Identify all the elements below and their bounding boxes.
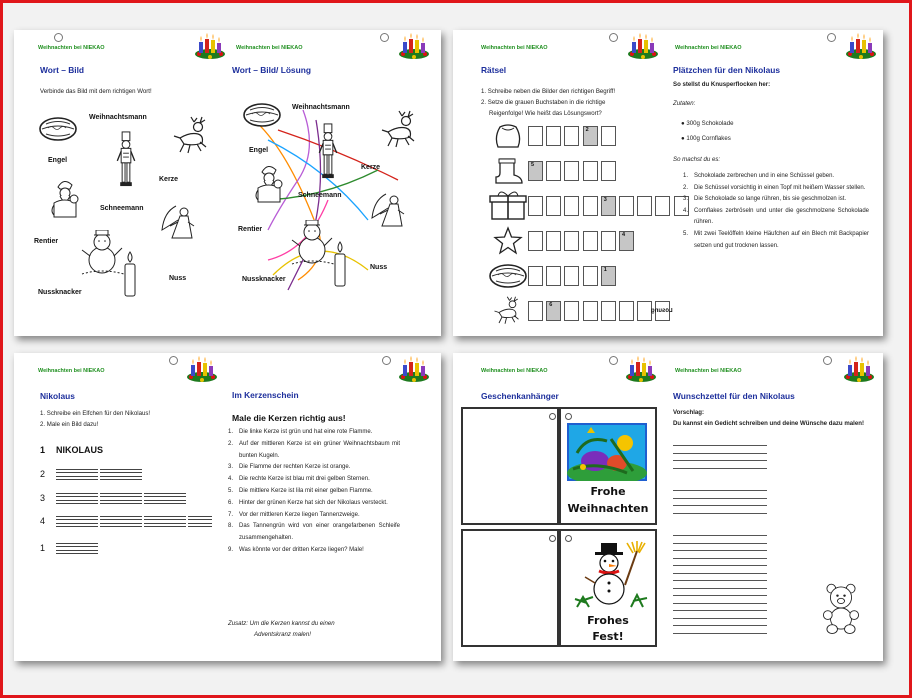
letter-box[interactable] bbox=[564, 161, 579, 181]
extra-task-line-1: Zusatz: Um die Kerzen kannst du einen bbox=[228, 620, 335, 627]
instruction-text: Die mittlere Kerze ist lila mit einer gelben Flamme. bbox=[239, 487, 373, 494]
step-text: Cornflakes zerbröseln und unter die geschmolzene Schokolade rühren. bbox=[694, 207, 869, 226]
word-nuss: Nuss bbox=[370, 264, 388, 271]
tag-hole bbox=[565, 535, 572, 542]
letter-box[interactable] bbox=[601, 301, 616, 321]
elfchen-first-word: NIKOLAUS bbox=[56, 445, 103, 455]
candle-icon bbox=[122, 250, 138, 300]
answer-line[interactable] bbox=[56, 516, 98, 530]
gift-tag-blank[interactable] bbox=[461, 529, 559, 647]
advent-wreath-icon bbox=[398, 355, 430, 383]
page-title: Plätzchen für den Nikolaus bbox=[673, 65, 781, 75]
instruction-text: Die linke Kerze ist grün und hat eine rote Flamme. bbox=[239, 429, 373, 435]
word-schneemann: Schneemann bbox=[100, 205, 144, 212]
advent-wreath-icon bbox=[194, 32, 226, 60]
answer-line[interactable] bbox=[144, 493, 186, 507]
christmas-scene-image bbox=[567, 423, 647, 481]
page-title: Im Kerzenschein bbox=[232, 390, 299, 400]
santa-icon bbox=[252, 162, 284, 206]
instruction-text: Die Flamme der rechten Kerze ist orange. bbox=[239, 464, 351, 471]
extra-task-line-2: Adventskranz malen! bbox=[254, 631, 311, 638]
letter-box[interactable] bbox=[528, 301, 543, 321]
header-text: Weihnachten bei NIEKAO bbox=[38, 45, 105, 51]
proposal-label: Vorschlag: bbox=[673, 409, 705, 416]
page-2-left bbox=[453, 30, 673, 336]
reindeer-icon bbox=[172, 116, 212, 156]
candle-instruction: 6. Hinter der grünen Kerze hat sich der Nikolaus versteckt. bbox=[228, 498, 400, 510]
gift-tag-frohes-fest[interactable] bbox=[559, 529, 657, 647]
gift-tag-blank[interactable] bbox=[461, 407, 559, 525]
word-rentier: Rentier bbox=[34, 238, 59, 245]
word-schneemann: Schneemann bbox=[298, 192, 342, 199]
punch-hole bbox=[382, 356, 391, 365]
ingredient-1-text: 300g Schokolade bbox=[686, 120, 734, 127]
advent-wreath-icon bbox=[843, 355, 875, 383]
letter-box[interactable] bbox=[546, 266, 561, 286]
page-1-right bbox=[228, 30, 441, 336]
page-4-left bbox=[453, 353, 667, 661]
ingredient-2-text: 100g Cornflakes bbox=[686, 135, 731, 142]
puzzle-row bbox=[488, 153, 692, 188]
teddy-bear-icon bbox=[819, 581, 863, 635]
page-3-right bbox=[228, 353, 441, 661]
word-nussknacker: Nussknacker bbox=[242, 276, 286, 283]
candle-instruction: 2. Auf der mittleren Kerze ist ein grüner Weihnachtsbaum mit bunten Kugeln. bbox=[228, 439, 400, 463]
candle-instruction: 8. Das Tannengrün wird von einer orangefarbenen Schleife zusammengehalten. bbox=[228, 521, 400, 545]
answer-line[interactable] bbox=[100, 469, 142, 483]
header-text: Weihnachten bei NIEKAO bbox=[675, 45, 742, 51]
letter-box-number: 2 bbox=[585, 126, 589, 133]
instruction-line-1: 1. Schreibe neben die Bilder den richtigen Begriff! bbox=[481, 88, 616, 95]
santa-icon bbox=[48, 177, 80, 221]
recipe-step: 3. Die Schokolade so lange rühren, bis sie geschmolzen ist. bbox=[683, 194, 869, 206]
word-nussknacker: Nussknacker bbox=[38, 289, 82, 296]
tag-text-line-1: Frohes bbox=[587, 614, 629, 627]
writing-line[interactable] bbox=[673, 565, 767, 574]
letter-box-number: 5 bbox=[531, 161, 535, 168]
header-text: Weihnachten bei NIEKAO bbox=[38, 368, 105, 374]
letter-box-number: 4 bbox=[621, 231, 625, 238]
letter-box[interactable] bbox=[637, 196, 652, 216]
puzzle-row bbox=[488, 223, 692, 258]
nut-icon bbox=[488, 261, 528, 291]
page-subtitle: Male die Kerzen richtig aus! bbox=[232, 413, 346, 423]
letter-box[interactable] bbox=[546, 196, 561, 216]
instruction-text: Hinter der grünen Kerze hat sich der Nikolaus versteckt. bbox=[239, 499, 388, 506]
tag-text-line-1: Frohe bbox=[590, 485, 626, 498]
instruction-text: Die rechte Kerze ist blau mit drei gelben Sternen. bbox=[239, 476, 370, 483]
instruction-text: Auf der mittleren Kerze ist ein grüner Weihnachtsbaum mit bunten Kugeln. bbox=[239, 440, 400, 459]
letter-box-highlighted[interactable] bbox=[546, 301, 561, 321]
mirror-solution-word: Lösung bbox=[651, 308, 673, 314]
writing-line[interactable] bbox=[673, 460, 767, 469]
tag-hole bbox=[549, 413, 556, 420]
punch-hole bbox=[823, 356, 832, 365]
header-text: Weihnachten bei NIEKAO bbox=[481, 368, 548, 374]
answer-line[interactable] bbox=[144, 516, 186, 530]
writing-line[interactable] bbox=[673, 625, 767, 634]
page-4-right bbox=[667, 353, 883, 661]
writing-line[interactable] bbox=[673, 610, 767, 619]
recipe-step: 5. Mit zwei Teelöffeln kleine Häufchen auf ein Blech mit Backpapier setzen und gut trocknen lassen. bbox=[683, 229, 869, 252]
instruction-line-2: 2. Male ein Bild dazu! bbox=[40, 421, 99, 428]
ingredient-2: ● 100g Cornflakes bbox=[681, 135, 731, 142]
word-kerze: Kerze bbox=[159, 176, 179, 183]
puzzle-row bbox=[488, 258, 692, 293]
puzzle-row bbox=[488, 188, 692, 223]
writing-line[interactable] bbox=[673, 535, 767, 544]
step-text: Mit zwei Teelöffeln kleine Häufchen auf ein Blech mit Backpapier setzen und gut trocknen lassen. bbox=[694, 230, 869, 249]
letter-box-highlighted[interactable] bbox=[583, 126, 598, 146]
letter-box[interactable] bbox=[583, 266, 598, 286]
letter-box[interactable] bbox=[619, 196, 634, 216]
letter-box[interactable] bbox=[564, 301, 579, 321]
page-title: Wort – Bild bbox=[40, 65, 85, 75]
elfchen-line-4-number: 4 bbox=[40, 516, 46, 526]
word-nuss: Nuss bbox=[169, 275, 187, 282]
letter-box[interactable] bbox=[546, 161, 561, 181]
letter-box-highlighted[interactable] bbox=[601, 266, 616, 286]
answer-line[interactable] bbox=[100, 493, 142, 507]
advent-wreath-icon bbox=[627, 32, 659, 60]
letter-box-number: 6 bbox=[549, 301, 553, 308]
punch-hole bbox=[380, 33, 389, 42]
step-text: Die Schokolade so lange rühren, bis sie geschmolzen ist. bbox=[694, 196, 847, 203]
letter-box-highlighted[interactable] bbox=[619, 231, 634, 251]
ingredients-label: Zutaten: bbox=[673, 100, 696, 107]
instruction-text: Das Tannengrün wird von einer orangefarbenen Schleife zusammengehalten. bbox=[239, 523, 400, 542]
letter-box[interactable] bbox=[583, 196, 598, 216]
worksheet-page-3 bbox=[14, 353, 441, 661]
letter-box[interactable] bbox=[601, 161, 616, 181]
gift-tag-frohe-weihnachten[interactable] bbox=[559, 407, 657, 525]
writing-line[interactable] bbox=[673, 505, 767, 514]
header-text: Weihnachten bei NIEKAO bbox=[675, 368, 742, 374]
instruction-line-1: 1. Schreibe ein Elfchen für den Nikolaus! bbox=[40, 410, 151, 417]
punch-hole bbox=[169, 356, 178, 365]
page-title: Rätsel bbox=[481, 65, 507, 75]
elfchen-line-2-number: 2 bbox=[40, 469, 46, 479]
letter-box[interactable] bbox=[528, 266, 543, 286]
advent-wreath-icon bbox=[398, 32, 430, 60]
letter-box[interactable] bbox=[528, 231, 543, 251]
candle-instruction: 1. Die linke Kerze ist grün und hat eine rote Flamme. bbox=[228, 427, 400, 439]
elfchen-line-1-number: 1 bbox=[40, 445, 46, 455]
recipe-step: 2. Die Schüssel vorsichtig in einen Topf mit heißem Wasser stellen. bbox=[683, 183, 869, 195]
snowman-broom-image bbox=[573, 541, 653, 611]
letter-box[interactable] bbox=[528, 126, 543, 146]
letter-box-highlighted[interactable] bbox=[528, 161, 543, 181]
letter-box[interactable] bbox=[619, 301, 634, 321]
gift-icon bbox=[488, 191, 528, 221]
writing-line[interactable] bbox=[673, 595, 767, 604]
answer-line[interactable] bbox=[56, 493, 98, 507]
nut-icon bbox=[38, 116, 78, 142]
recipe-step: 1. Schokolade zerbrechen und in eine Schüssel geben. bbox=[683, 171, 869, 183]
worksheet-page-4 bbox=[453, 353, 883, 661]
letter-box-highlighted[interactable] bbox=[601, 196, 616, 216]
word-weihnachtsmann: Weihnachtsmann bbox=[89, 114, 147, 121]
writing-line[interactable] bbox=[673, 550, 767, 559]
tag-hole bbox=[565, 413, 572, 420]
reindeer-icon bbox=[488, 296, 528, 326]
tag-text-line-2: Weihnachten bbox=[567, 502, 649, 515]
page-title: Geschenkanhänger bbox=[481, 391, 559, 401]
candle-instruction: 4. Die rechte Kerze ist blau mit drei gelben Sternen. bbox=[228, 474, 400, 486]
candle-instruction: 9. Was könnte vor der dritten Kerze liegen? Male! bbox=[228, 545, 400, 557]
worksheet-page-2 bbox=[453, 30, 883, 336]
punch-hole bbox=[609, 33, 618, 42]
answer-line[interactable] bbox=[56, 543, 98, 557]
letter-box[interactable] bbox=[601, 231, 616, 251]
letter-box[interactable] bbox=[564, 266, 579, 286]
method-label: So machst du es: bbox=[673, 156, 721, 163]
letter-box[interactable] bbox=[564, 126, 579, 146]
snowman-icon bbox=[288, 220, 338, 266]
word-rentier: Rentier bbox=[238, 226, 263, 233]
candle-instruction: 5. Die mittlere Kerze ist lila mit einer gelben Flamme. bbox=[228, 486, 400, 498]
worksheet-page-1 bbox=[14, 30, 441, 336]
word-weihnachtsmann: Weihnachtsmann bbox=[292, 104, 350, 111]
nut-icon bbox=[242, 102, 282, 128]
letter-box[interactable] bbox=[564, 196, 579, 216]
letter-box[interactable] bbox=[601, 126, 616, 146]
letter-box[interactable] bbox=[583, 231, 598, 251]
ingredient-1: ● 300g Schokolade bbox=[681, 120, 734, 127]
page-2-right bbox=[667, 30, 883, 336]
letter-box[interactable] bbox=[528, 196, 543, 216]
letter-box[interactable] bbox=[583, 301, 598, 321]
candle-icon bbox=[332, 240, 348, 290]
page-3-left bbox=[14, 353, 228, 661]
recipe-subtitle: So stellst du Knusperflocken her: bbox=[673, 81, 771, 88]
recipe-step: 4. Cornflakes zerbröseln und unter die geschmolzene Schokolade rühren. bbox=[683, 206, 869, 229]
tag-text-line-2: Fest! bbox=[592, 630, 624, 643]
advent-wreath-icon bbox=[845, 32, 877, 60]
boot-icon bbox=[488, 156, 528, 186]
writing-line[interactable] bbox=[673, 445, 767, 454]
recipe-steps bbox=[683, 171, 869, 252]
snowman-icon bbox=[78, 230, 128, 276]
candle-instructions bbox=[228, 427, 400, 557]
advent-wreath-icon bbox=[186, 355, 218, 383]
nutcracker-icon bbox=[318, 122, 338, 180]
nutcracker-icon bbox=[116, 130, 136, 188]
elfchen-line-3-number: 3 bbox=[40, 493, 46, 503]
angel-icon bbox=[158, 202, 198, 242]
puzzle-row bbox=[488, 118, 692, 153]
page-title: Wort – Bild/ Lösung bbox=[232, 65, 311, 75]
letter-box-number: 1 bbox=[603, 266, 607, 273]
sack-icon bbox=[488, 121, 528, 151]
punch-hole bbox=[54, 33, 63, 42]
punch-hole bbox=[609, 356, 618, 365]
page-1-left bbox=[14, 30, 228, 336]
page-title: Nikolaus bbox=[40, 391, 75, 401]
word-engel: Engel bbox=[48, 157, 68, 164]
header-text: Weihnachten bei NIEKAO bbox=[236, 45, 303, 51]
step-text: Die Schüssel vorsichtig in einen Topf mit heißem Wasser stellen. bbox=[694, 184, 866, 191]
instruction-text: Was könnte vor der dritten Kerze liegen? Male! bbox=[239, 546, 364, 553]
reindeer-icon bbox=[380, 110, 420, 150]
elfchen-line-5-number: 1 bbox=[40, 543, 46, 553]
candle-instruction: 7. Vor der mittleren Kerze liegen Tannenzweige. bbox=[228, 510, 400, 522]
instruction-line-2: 2. Setze die grauen Buchstaben in die richtige bbox=[481, 99, 606, 106]
letter-box[interactable] bbox=[583, 161, 598, 181]
star-icon bbox=[488, 226, 528, 256]
letter-box[interactable] bbox=[546, 231, 561, 251]
letter-box[interactable] bbox=[564, 231, 579, 251]
angel-icon bbox=[368, 190, 408, 230]
candle-instruction: 3. Die Flamme der rechten Kerze ist orange. bbox=[228, 462, 400, 474]
tag-hole bbox=[549, 535, 556, 542]
step-text: Schokolade zerbrechen und in eine Schüssel geben. bbox=[694, 173, 835, 179]
writing-line[interactable] bbox=[673, 490, 767, 499]
instruction-text: Verbinde das Bild mit dem richtigen Wort! bbox=[40, 88, 152, 95]
advent-wreath-icon bbox=[625, 355, 657, 383]
answer-line[interactable] bbox=[100, 516, 142, 530]
instruction-text: Vor der mittleren Kerze liegen Tannenzweige. bbox=[239, 511, 360, 518]
punch-hole bbox=[827, 33, 836, 42]
proposal-text: Du kannst ein Gedicht schreiben und deine Wünsche dazu malen! bbox=[673, 420, 864, 427]
page-title: Wunschzettel für den Nikolaus bbox=[673, 391, 795, 401]
writing-line[interactable] bbox=[673, 580, 767, 589]
letter-box-number: 3 bbox=[603, 196, 607, 203]
word-kerze: Kerze bbox=[361, 164, 381, 171]
header-text: Weihnachten bei NIEKAO bbox=[481, 45, 548, 51]
puzzle-grid bbox=[488, 118, 692, 328]
answer-line[interactable] bbox=[188, 516, 212, 530]
instruction-line-3: Reigenfolge! Wie heißt das Lösungswort? bbox=[489, 110, 602, 117]
word-engel: Engel bbox=[249, 147, 269, 154]
letter-box[interactable] bbox=[546, 126, 561, 146]
answer-line[interactable] bbox=[56, 469, 98, 483]
